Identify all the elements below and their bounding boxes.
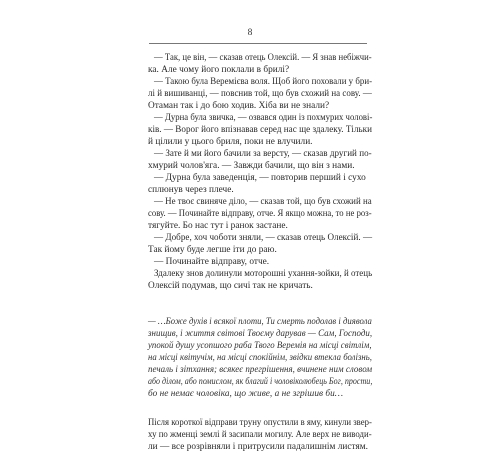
prayer-line: на місці квітучім, на місці спокійнім, звідки втекла болізнь, (148, 353, 372, 363)
dialogue-line: — Дурна була звичка, — озвався один із похмурих чолові- (154, 113, 373, 123)
prayer-line: бо не немає чоловіка, що живе, а не згрішив би… (148, 389, 344, 399)
dialogue-line: — Такою була Веремієва воля. Щоб його поховали у бри- (154, 77, 373, 87)
prayer-line: — …Боже духів і всякої плоти, Ти смерть подолав і диявола (148, 317, 372, 327)
dialogue-line: — Так, це він, — сказав отець Олексій. — Я знав небіжчи- (154, 53, 372, 63)
dialogue-line: хмурий чолов'яга. — Завжди бачили, що він з нами. (148, 161, 355, 171)
dialogue-line: Здалеку знов долинули моторошні ухання-зойки, й отець (154, 269, 373, 279)
dialogue-line: лі й вишиванці, — повснив той, що був схожий на сову. — (148, 89, 372, 99)
dialogue-line: — Дурна була заведенція, — повторив перший і сухо (154, 173, 366, 183)
prayer-line: знищив, і життя світові Твоєму дарував — Сам, Господи, (148, 329, 373, 339)
prayer-line: печаль і зітхання; всякеє прегрішення, вчинене ним словом (148, 365, 373, 375)
dialogue-line: тягуйте. Бо нас тут і ранок застане. (148, 221, 288, 231)
dialogue-line: Так йому буде легше іти до раю. (148, 245, 277, 255)
dialogue-line: сплюнув через плече. (148, 185, 234, 195)
closing-line: ли — все розрівняли і притрусили падалишнім листям. (148, 442, 369, 452)
dialogue-line: — Зате й ми його бачили за версту, — сказав другий по- (154, 149, 372, 159)
dialogue-line: — Не твоє свиняче діло, — сказав той, що був схожий на (154, 197, 372, 207)
prayer-line: упокой душу усопшого раба Твого Веремія на місці світлім, (148, 341, 372, 351)
dialogue-line: ка. Але чому його поклали в брилі? (148, 65, 290, 75)
closing-line: Після короткої відправи труну опустили в яму, кинули звер- (148, 418, 372, 428)
dialogue-line: сову. — Починайте відправу, отче. Я якщо можна, то не роз- (148, 209, 372, 219)
dialogue-line: Отаман так і до бою ходив. Хіба ви не знали? (148, 101, 330, 111)
closing-line: ху по жменці землі й засипали могилу. Але верх не виводи- (148, 430, 372, 440)
dialogue-line: — Починайте відправу, отче. (154, 257, 270, 267)
prayer-line: або ділом, або помислом, як благий і чоловіколюбець Бог, прости, (148, 377, 373, 387)
dialogue-line: — Добре, хоч чоботи зняли, — сказав отець Олексій. — (154, 233, 373, 243)
dialogue-line: Олексій подумав, що сичі так не кричать. (148, 281, 313, 291)
page-number: 8 (247, 28, 253, 38)
dialogue-line: й цілили у цього бриля, поки не влучили. (148, 137, 313, 147)
dialogue-line: ків. — Ворог його впізнавав серед нас ще здалеку. Тільки (148, 125, 373, 135)
